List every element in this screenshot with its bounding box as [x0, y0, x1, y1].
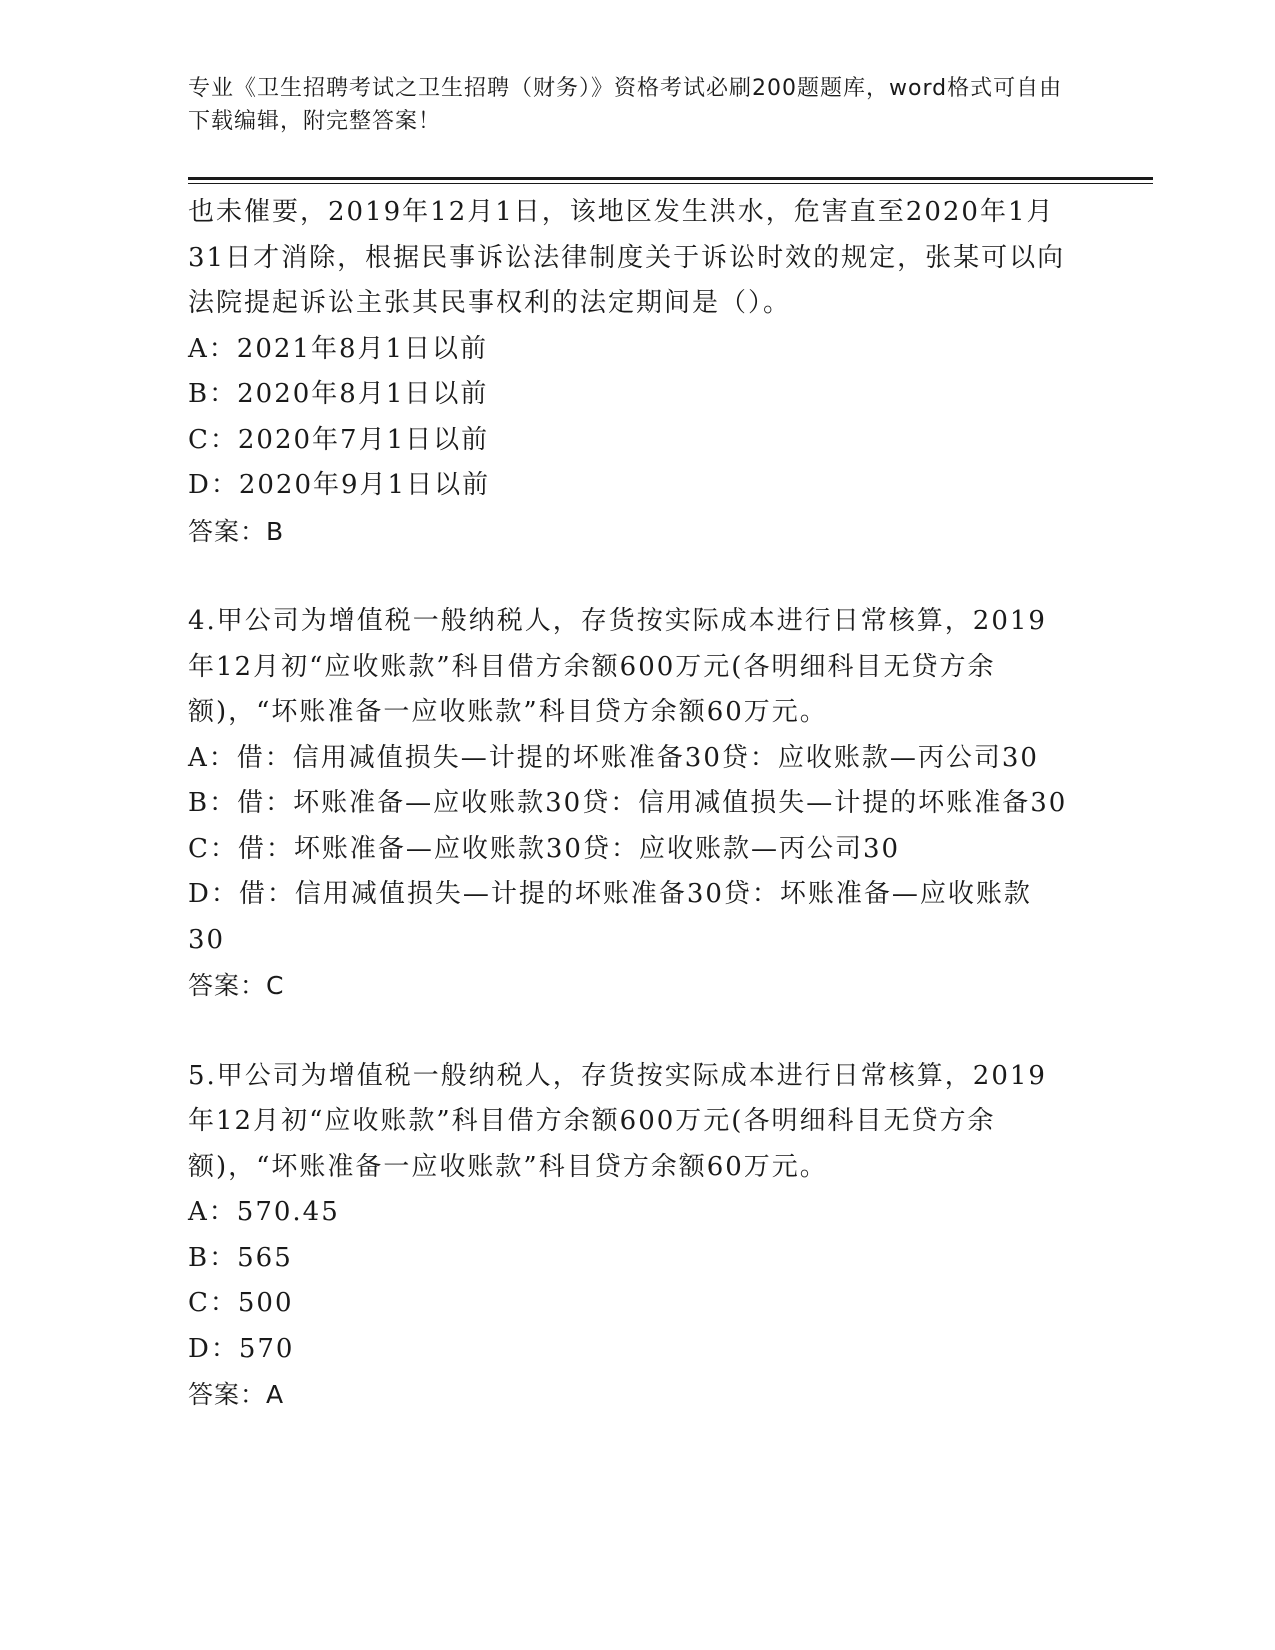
option-d: D：借：信用减值损失—计提的坏账准备30贷：坏账准备—应收账款30 [188, 879, 1032, 955]
option-b: B：2020年8月1日以前 [188, 379, 489, 409]
question-block [188, 599, 1068, 1009]
document-header-title: 专业《卫生招聘考试之卫生招聘（财务）》资格考试必刷200题题库，word格式可自由下载编辑，附完整答案！ [188, 76, 1063, 134]
question-block [188, 1054, 1068, 1418]
answer-line: 答案：A [188, 1380, 285, 1409]
option-a: A：借：信用减值损失—计提的坏账准备30贷：应收账款—丙公司30 [188, 742, 1039, 773]
answer-line: 答案：B [188, 516, 285, 546]
option-b: B：借：坏账准备—应收账款30贷：信用减值损失—计提的坏账准备30 [188, 788, 1068, 818]
header-rule-thick [188, 177, 1153, 180]
option-a: A：2021年8月1日以前 [188, 333, 489, 364]
option-a: A：570.45 [188, 1197, 340, 1227]
question-block [188, 190, 1068, 554]
document-body [188, 190, 1068, 1418]
option-d: D：570 [188, 1333, 295, 1364]
spacer [188, 1009, 1068, 1054]
question-stem: 也未催要，2019年12月1日，该地区发生洪水，危害直至2020年1月31日才消除，根据民事诉讼法律制度关于诉讼时效的规定，张某可以向法院提起诉讼主张其民事权利的法定期间是（）。 [188, 197, 1066, 318]
question-stem: 5.甲公司为增值税一般纳税人，存货按实际成本进行日常核算，2019年12月初“应收账款”科目借方余额600万元(各明细科目无贷方余额)，“坏账准备一应收账款”科目贷方余额60万元。 [188, 1060, 1047, 1182]
option-c: C：借：坏账准备—应收账款30贷：应收账款—丙公司30 [188, 833, 901, 864]
option-b: B：565 [188, 1242, 293, 1273]
question-stem: 4.甲公司为增值税一般纳税人，存货按实际成本进行日常核算，2019年12月初“应收账款”科目借方余额600万元(各明细科目无贷方余额)，“坏账准备一应收账款”科目贷方余额60万元。 [188, 606, 1047, 727]
option-c: C：500 [188, 1288, 294, 1318]
header-rule-thin [188, 183, 1153, 184]
option-c: C：2020年7月1日以前 [188, 424, 490, 455]
option-d: D：2020年9月1日以前 [188, 470, 491, 500]
spacer [188, 554, 1068, 599]
answer-line: 答案：C [188, 971, 285, 1000]
